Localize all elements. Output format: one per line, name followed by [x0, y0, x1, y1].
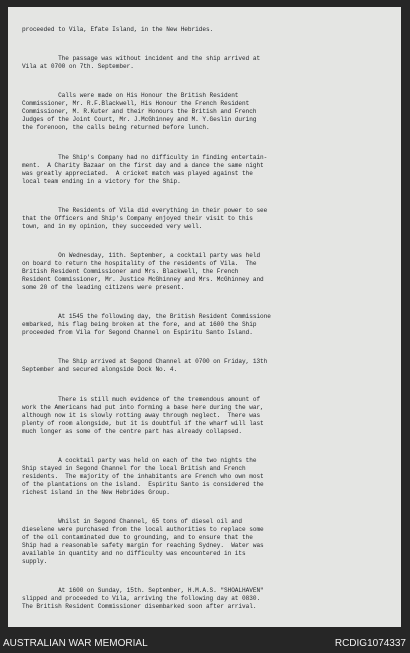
archive-name: AUSTRALIAN WAR MEMORIAL — [3, 638, 148, 649]
paragraph: On Wednesday, 11th. September, a cocktail party was held on board to return the hospitality of the residents of Vila. The British Resident Commissioner and Mrs. Blackwell, the French Resident Commissioner, Mr. Justice McGhinney and Mrs. McGhinney and some 20 of the leading citizens were present. — [22, 251, 264, 291]
paragraph: proceeded to Vila, Efate Island, in the New Hebrides. — [22, 26, 214, 33]
paragraph: A cocktail party was held on each of the two nights the Ship stayed in Segond Channel for the local British and French residents. The majority of the inhabitants are French who own most of the plantations on the island. Espiritu Santo is considered the richest island in the New Hebrides Group. — [22, 456, 264, 496]
paragraph: Whilst in Segond Channel, 65 tons of diesel oil and dieselene were purchased from the local authorities to replace some of the oil contaminated due to grounding, and to ensure that the Ship had a reasonable safety margin for reaching Sydney. Water was available in quantity and no difficulty was encountered in its supply. — [22, 517, 264, 565]
paragraph: At 1545 the following day, the British Resident Commissione embarked, his flag being broken at the fore, and at 1600 the Ship proceeded from Vila for Segond Channel on Espiritu Santo Island. — [22, 313, 271, 337]
paragraph: The passage was without incident and the ship arrived at Vila at 0700 on 7th. September. — [22, 55, 261, 71]
archive-footer — [0, 634, 410, 653]
paragraph: There is still much evidence of the tremendous amount of work the Americans had put into forming a base here during the war, although now it is slowly rotting away through neglect. There was plenty of room alongside, but it is doubtful if the wharf will last much longer as some of the centre part has already collapsed. — [22, 395, 264, 435]
record-id: RCDIG1074337 — [334, 638, 406, 649]
document-page — [8, 7, 401, 627]
paragraph: At 1600 on Sunday, 15th. September, H.M.A.S. "SHOALHAVEN" slipped and proceeded to Vila, arriving the following day at 0830. The British Resident Commissioner disembarked soon after arrival. — [22, 587, 264, 611]
paragraph: Calls were made on His Honour the British Resident Commissioner, Mr. R.F.Blackwell, His Honour the French Resident Commissioner, M. R.Kuter and their Honours the British and French Judges of the Joint Court, Mr. J.McGhinney and M. Y.Geslin during the forenoon, the calls being returned before lunch. — [22, 92, 257, 132]
paragraph: The Ship's Company had no difficulty in finding entertain- ment. A Charity Bazaar on the first day and a dance the same night was greatly appreciated. A cricket match was played against the local team ending in a victory for the Ship. — [22, 153, 268, 185]
paragraph: The Residents of Vila did everything in their power to see that the Officers and Ship's Company enjoyed their visit to this town, and in my opinion, they succeeded very well. — [22, 206, 268, 230]
paragraph: The Ship arrived at Segond Channel at 0700 on Friday, 13th September and secured alongside Dock No. 4. — [22, 358, 268, 374]
document-body — [22, 10, 389, 627]
